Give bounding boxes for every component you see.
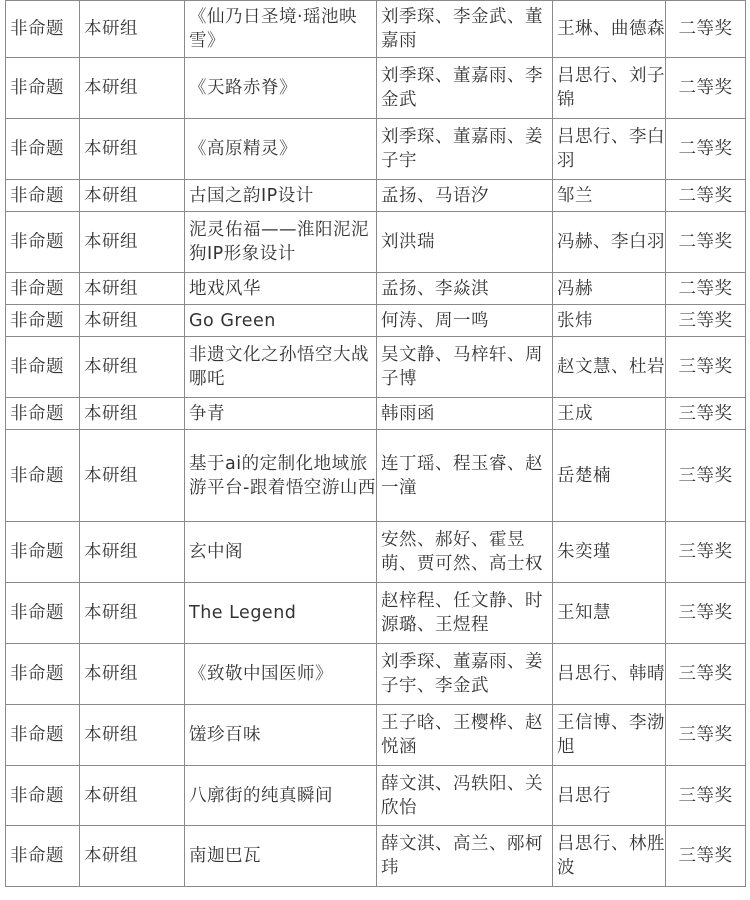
cell-advisors: 岳楚楠 [553, 430, 666, 522]
table-row [6, 705, 746, 766]
cell-authors: 孟扬、李焱淇 [377, 273, 553, 305]
cell-group: 本研组 [80, 180, 185, 212]
table-row [6, 826, 746, 887]
cell-advisors: 王知慧 [553, 583, 666, 644]
cell-title: 争青 [185, 398, 377, 430]
cell-category: 非命题 [6, 212, 80, 273]
cell-title: 《致敬中国医师》 [185, 644, 377, 705]
cell-title: 《高原精灵》 [185, 119, 377, 180]
cell-advisors: 冯赫、李白羽 [553, 212, 666, 273]
cell-advisors: 朱奕瑾 [553, 522, 666, 583]
cell-award: 三等奖 [666, 398, 746, 430]
cell-title: 八廓街的纯真瞬间 [185, 766, 377, 826]
cell-group: 本研组 [80, 522, 185, 583]
cell-category: 非命题 [6, 430, 80, 522]
cell-award: 三等奖 [666, 826, 746, 887]
table-row [6, 583, 746, 644]
table-row [6, 180, 746, 212]
cell-authors: 安然、郝好、霍昱萌、贾可然、高士权 [377, 522, 553, 583]
cell-advisors: 王琳、曲德森 [553, 1, 666, 58]
cell-category: 非命题 [6, 766, 80, 826]
cell-title: The Legend [185, 583, 377, 644]
table-row [6, 644, 746, 705]
cell-authors: 刘季琛、董嘉雨、李金武 [377, 58, 553, 119]
table-row [6, 305, 746, 337]
cell-award: 二等奖 [666, 119, 746, 180]
table-row [6, 58, 746, 119]
cell-category: 非命题 [6, 1, 80, 58]
cell-category: 非命题 [6, 644, 80, 705]
cell-award: 二等奖 [666, 1, 746, 58]
cell-category: 非命题 [6, 337, 80, 398]
cell-title: 《仙乃日圣境·瑶池映雪》 [185, 1, 377, 58]
cell-category: 非命题 [6, 398, 80, 430]
cell-group: 本研组 [80, 119, 185, 180]
cell-award: 三等奖 [666, 522, 746, 583]
cell-award: 三等奖 [666, 705, 746, 766]
cell-award: 二等奖 [666, 212, 746, 273]
cell-authors: 孟扬、马语汐 [377, 180, 553, 212]
cell-award: 二等奖 [666, 273, 746, 305]
cell-title: 玄中阁 [185, 522, 377, 583]
table-row [6, 119, 746, 180]
table-row [6, 430, 746, 522]
cell-authors: 吴文静、马梓轩、周子博 [377, 337, 553, 398]
cell-authors: 刘季琛、董嘉雨、姜子宇、李金武 [377, 644, 553, 705]
cell-award: 二等奖 [666, 180, 746, 212]
table-row [6, 337, 746, 398]
cell-award: 三等奖 [666, 305, 746, 337]
cell-title: 南迦巴瓦 [185, 826, 377, 887]
cell-category: 非命题 [6, 522, 80, 583]
cell-authors: 连丁瑶、程玉睿、赵一潼 [377, 430, 553, 522]
cell-authors: 薛文淇、冯轶阳、关欣怡 [377, 766, 553, 826]
cell-authors: 赵梓程、任文静、时源璐、王煜程 [377, 583, 553, 644]
table-row [6, 522, 746, 583]
cell-group: 本研组 [80, 644, 185, 705]
cell-advisors: 吕思行、李白羽 [553, 119, 666, 180]
cell-authors: 刘季琛、董嘉雨、姜子宇 [377, 119, 553, 180]
cell-advisors: 王成 [553, 398, 666, 430]
table-row [6, 1, 746, 58]
table-row [6, 212, 746, 273]
cell-title: Go Green [185, 305, 377, 337]
cell-title: 馐珍百味 [185, 705, 377, 766]
cell-title: 基于ai的定制化地域旅游平台-跟着悟空游山西 [185, 430, 377, 522]
cell-authors: 刘洪瑞 [377, 212, 553, 273]
table-row [6, 273, 746, 305]
cell-group: 本研组 [80, 273, 185, 305]
cell-group: 本研组 [80, 583, 185, 644]
cell-category: 非命题 [6, 58, 80, 119]
cell-group: 本研组 [80, 337, 185, 398]
cell-title: 《天路赤脊》 [185, 58, 377, 119]
cell-group: 本研组 [80, 398, 185, 430]
cell-advisors: 王信博、李渤旭 [553, 705, 666, 766]
cell-award: 三等奖 [666, 644, 746, 705]
cell-group: 本研组 [80, 705, 185, 766]
cell-authors: 王子晗、王樱桦、赵悦涵 [377, 705, 553, 766]
cell-award: 二等奖 [666, 58, 746, 119]
cell-category: 非命题 [6, 826, 80, 887]
cell-title: 非遗文化之孙悟空大战哪吒 [185, 337, 377, 398]
cell-group: 本研组 [80, 766, 185, 826]
cell-category: 非命题 [6, 119, 80, 180]
table-row [6, 398, 746, 430]
cell-advisors: 邹兰 [553, 180, 666, 212]
cell-award: 三等奖 [666, 766, 746, 826]
cell-group: 本研组 [80, 58, 185, 119]
cell-group: 本研组 [80, 826, 185, 887]
cell-advisors: 吕思行、林胜波 [553, 826, 666, 887]
cell-category: 非命题 [6, 583, 80, 644]
cell-title: 泥灵佑福——淮阳泥泥狗IP形象设计 [185, 212, 377, 273]
awards-table-body [6, 0, 746, 887]
awards-table [5, 0, 746, 887]
cell-title: 地戏风华 [185, 273, 377, 305]
cell-group: 本研组 [80, 430, 185, 522]
cell-group: 本研组 [80, 212, 185, 273]
cell-advisors: 张炜 [553, 305, 666, 337]
cell-advisors: 赵文慧、杜岩 [553, 337, 666, 398]
cell-group: 本研组 [80, 305, 185, 337]
cell-title: 古国之韵IP设计 [185, 180, 377, 212]
cell-authors: 何涛、周一鸣 [377, 305, 553, 337]
cell-category: 非命题 [6, 705, 80, 766]
cell-category: 非命题 [6, 180, 80, 212]
cell-advisors: 吕思行 [553, 766, 666, 826]
cell-authors: 薛文淇、高兰、邴柯玮 [377, 826, 553, 887]
cell-award: 三等奖 [666, 430, 746, 522]
cell-award: 三等奖 [666, 337, 746, 398]
cell-award: 三等奖 [666, 583, 746, 644]
table-row [6, 766, 746, 826]
cell-group: 本研组 [80, 1, 185, 58]
cell-advisors: 吕思行、韩晴 [553, 644, 666, 705]
cell-authors: 刘季琛、李金武、董嘉雨 [377, 1, 553, 58]
cell-category: 非命题 [6, 305, 80, 337]
cell-advisors: 冯赫 [553, 273, 666, 305]
cell-advisors: 吕思行、刘子锦 [553, 58, 666, 119]
cell-category: 非命题 [6, 273, 80, 305]
cell-authors: 韩雨函 [377, 398, 553, 430]
